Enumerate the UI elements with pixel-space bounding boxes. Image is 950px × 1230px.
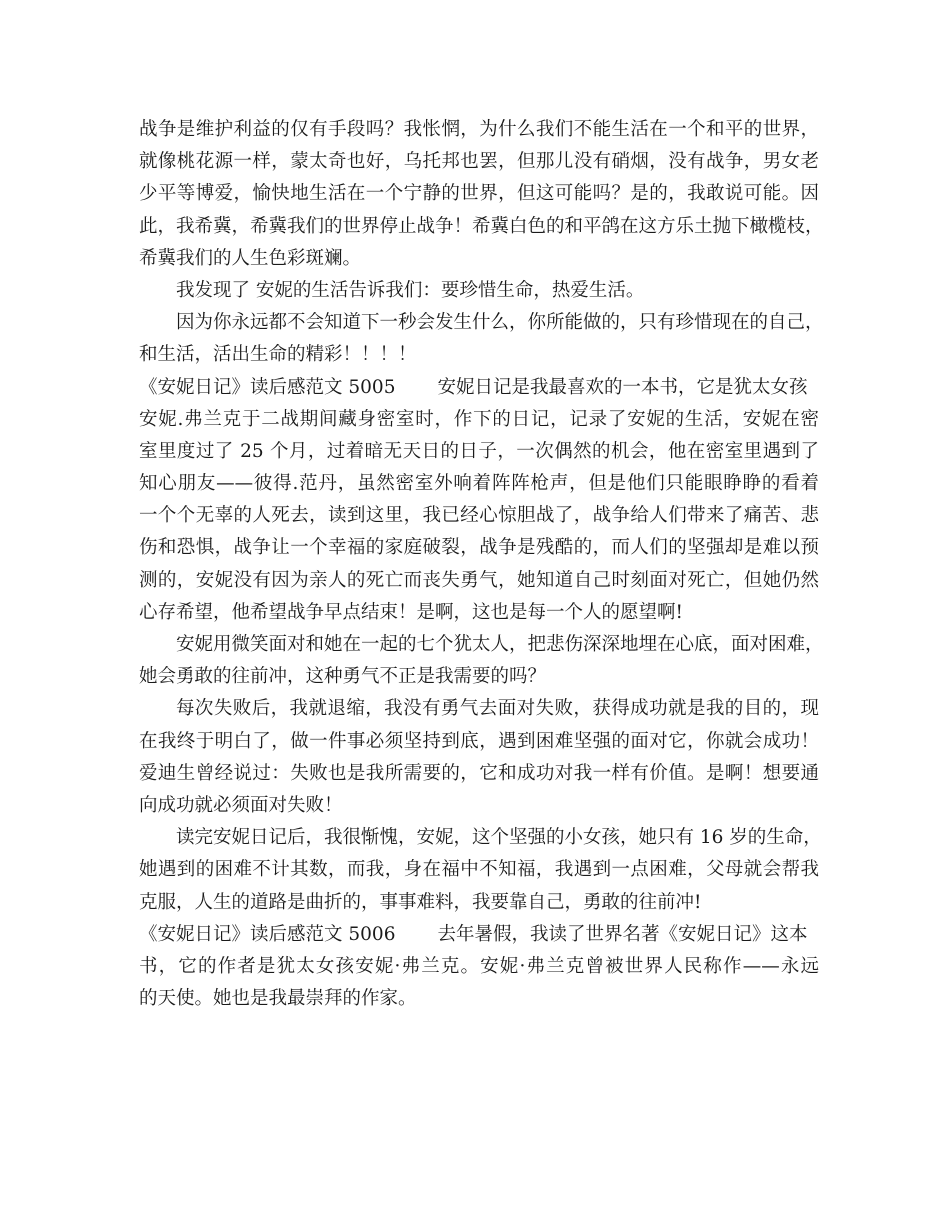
text-line: 希冀我们的人生色彩斑斓。: [139, 247, 362, 269]
text-line: 她会勇敢的往前冲，这种勇气不正是我需要的吗？: [139, 666, 547, 688]
text-line: 在我终于明白了，做一件事必须坚持到底，遇到困难坚强的面对它，你就会成功！: [139, 730, 819, 752]
text-line: 心存希望，他希望战争早点结束！是啊，这也是每一个人的愿望啊!: [139, 601, 683, 623]
text-line: 书，它的作者是犹太女孩安妮·弗兰克。安妮·弗兰克曾被世界人民称作——永远: [139, 955, 819, 977]
essay-title: 《安妮日记》读后感范文 5006: [139, 923, 396, 945]
paragraph: [139, 307, 824, 371]
text-line: 和生活，活出生命的精彩！！！！: [139, 344, 417, 366]
paragraph: [139, 275, 819, 307]
essay-text: 安妮日记是我最喜欢的一本书，它是犹太女孩: [437, 376, 808, 398]
essay-section: [139, 372, 819, 630]
text-line: 知心朋友——彼得.范丹，虽然密室外响着阵阵枪声，但是他们只能眼睁睁的看着: [139, 473, 819, 495]
paragraph: [139, 629, 824, 693]
text-line: [139, 919, 819, 951]
text-line: 爱迪生曾经说过：失败也是我所需要的，它和成功对我一样有价值。是啊！想要通: [139, 762, 819, 784]
text-line: 我发现了 安妮的生活告诉我们：要珍惜生命，热爱生活。: [176, 279, 645, 301]
paragraph: [139, 114, 824, 275]
paragraph: [139, 822, 822, 919]
text-line: 安妮.弗兰克于二战期间藏身密室时，作下的日记，记录了安妮的生活，安妮在密: [139, 408, 819, 430]
text-line: 伤和恐惧，战争让一个幸福的家庭破裂，战争是残酷的，而人们的坚强却是难以预: [139, 537, 819, 559]
text-line: 测的，安妮没有因为亲人的死亡而丧失勇气，她知道自己时刻面对死亡，但她仍然: [139, 569, 819, 591]
document-body: [139, 114, 824, 1015]
text-line: 读完安妮日记后，我很惭愧，安妮，这个坚强的小女孩，她只有 16 岁的生命，: [176, 827, 822, 849]
text-line: 就像桃花源一样，蒙太奇也好，乌托邦也罢，但那儿没有硝烟，没有战争，男女老: [139, 151, 819, 173]
essay-section: [139, 919, 819, 1016]
text-line: 的天使。她也是我最崇拜的作家。: [139, 988, 417, 1010]
text-line: 因为你永远都不会知道下一秒会发生什么，你所能做的，只有珍惜现在的自己，: [176, 312, 824, 334]
text-line: 少平等博爱，愉快地生活在一个宁静的世界，但这可能吗？是的，我敢说可能。因: [139, 183, 819, 205]
text-line: 每次失败后，我就退缩，我没有勇气去面对失败，获得成功就是我的目的，现: [176, 698, 819, 720]
paragraph: [139, 693, 819, 822]
essay-title: 《安妮日记》读后感范文 5005: [139, 376, 396, 398]
text-line: 一个个无辜的人死去，读到这里，我已经心惊胆战了，战争给人们带来了痛苦、悲: [139, 505, 819, 527]
text-line: 向成功就必须面对失败！: [139, 794, 343, 816]
text-line: 室里度过了 25 个月，过着暗无天日的日子，一次偶然的机会，他在密室里遇到了: [139, 440, 819, 462]
text-line: 安妮用微笑面对和她在一起的七个犹太人，把悲伤深深地埋在心底，面对困难，: [176, 634, 824, 655]
text-line: 战争是维护利益的仅有手段吗？我怅惘，为什么我们不能生活在一个和平的世界，: [139, 119, 819, 140]
text-line: [139, 372, 819, 404]
essay-text: 去年暑假，我读了世界名著《安妮日记》这本: [437, 923, 808, 945]
text-line: 此，我希冀，希冀我们的世界停止战争！希冀白色的和平鸽在这方乐土抛下橄榄枝，: [139, 215, 824, 237]
text-line: 克服，人生的道路是曲折的，事事难料，我要靠自己，勇敢的往前冲!: [139, 891, 702, 913]
text-line: 她遇到的困难不计其数，而我，身在福中不知福，我遇到一点困难，父母就会帮我: [139, 859, 819, 881]
